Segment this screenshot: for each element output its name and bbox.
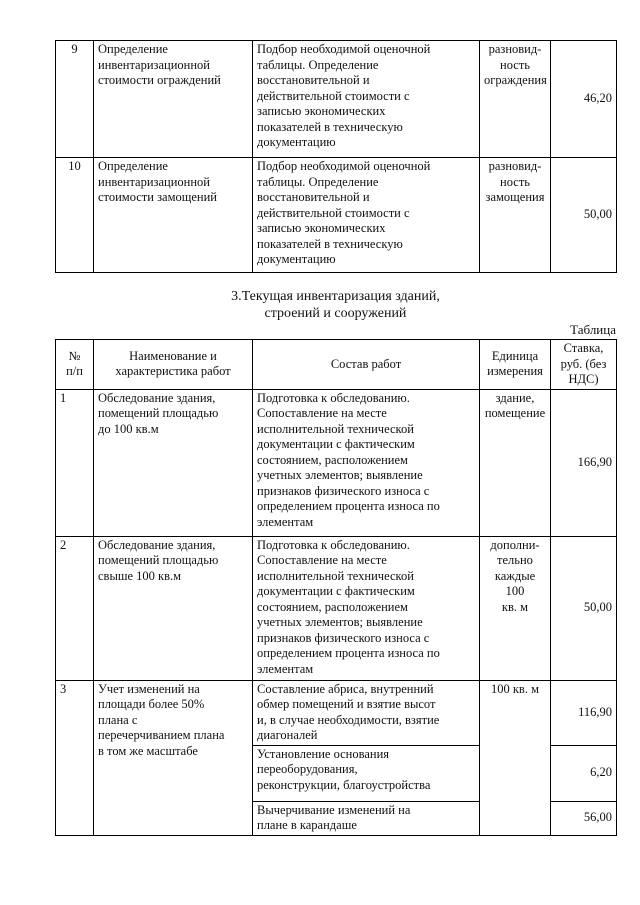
row-number: 10 — [56, 158, 94, 273]
work-composition: Составление абриса, внутренний обмер помещений и взятие высот и, в случае необходимости, взятие диагоналей — [253, 680, 480, 745]
header-rate: Ставка, руб. (без НДС) — [551, 340, 617, 390]
work-name: Определение инвентаризационной стоимости замощений — [94, 158, 253, 273]
unit: 100 кв. м — [480, 680, 551, 835]
row-number: 9 — [56, 41, 94, 158]
rate: 50,00 — [551, 536, 617, 680]
work-composition: Вычерчивание изменений на плане в карандаше — [253, 801, 480, 835]
table-row — [56, 536, 617, 680]
work-name: Определение инвентаризационной стоимости ограждений — [94, 41, 253, 158]
table-row — [56, 389, 617, 536]
rate: 166,90 — [551, 389, 617, 536]
work-name: Учет изменений на площади более 50% плана с перечерчиванием плана в том же масштабе — [94, 680, 253, 835]
header-unit: Единица измерения — [480, 340, 551, 390]
rate: 6,20 — [551, 745, 617, 801]
row-number: 1 — [56, 389, 94, 536]
header-row — [56, 340, 617, 390]
work-composition: Установление основания переоборудования, реконструкции, благоустройства — [253, 745, 480, 801]
rate: 116,90 — [551, 680, 617, 745]
rate: 56,00 — [551, 801, 617, 835]
unit: разновид- ность замощения — [480, 158, 551, 273]
continuation-table — [55, 40, 617, 273]
section-title: 3.Текущая инвентаризация зданий, строений и сооружений — [231, 289, 440, 321]
work-name: Обследование здания, помещений площадью до 100 кв.м — [94, 389, 253, 536]
header-name: Наименование и характеристика работ — [94, 340, 253, 390]
header-num: № п/п — [56, 340, 94, 390]
table-row — [56, 158, 617, 273]
work-composition: Подбор необходимой оценочной таблицы. Определение восстановительной и действительной стоимости с записью экономических показателей в техническую документацию — [253, 41, 480, 158]
unit: дополни- тельно каждые 100 кв. м — [480, 536, 551, 680]
inventory-table — [55, 339, 617, 836]
work-name: Обследование здания, помещений площадью свыше 100 кв.м — [94, 536, 253, 680]
rate: 46,20 — [551, 41, 617, 158]
row-number: 2 — [56, 536, 94, 680]
table-label: Таблица — [570, 322, 616, 337]
header-work: Состав работ — [253, 340, 480, 390]
row-number: 3 — [56, 680, 94, 835]
unit: здание, помещение — [480, 389, 551, 536]
work-composition: Подбор необходимой оценочной таблицы. Определение восстановительной и действительной стоимости с записью экономических показателей в техническую документацию — [253, 158, 480, 273]
table-row — [56, 680, 617, 745]
unit: разновид- ность ограждения — [480, 41, 551, 158]
rate: 50,00 — [551, 158, 617, 273]
work-composition: Подготовка к обследованию. Сопоставление на месте исполнительной технической документации с фактическим состоянием, расположением учетных элементов; выявление признаков физического износа с определением процента износа по элементам — [253, 389, 480, 536]
work-composition: Подготовка к обследованию. Сопоставление на месте исполнительной технической документации с фактическим состоянием, расположением учетных элементов; выявление признаков физического износа с определением процента износа по элементам — [253, 536, 480, 680]
table-row — [56, 41, 617, 158]
